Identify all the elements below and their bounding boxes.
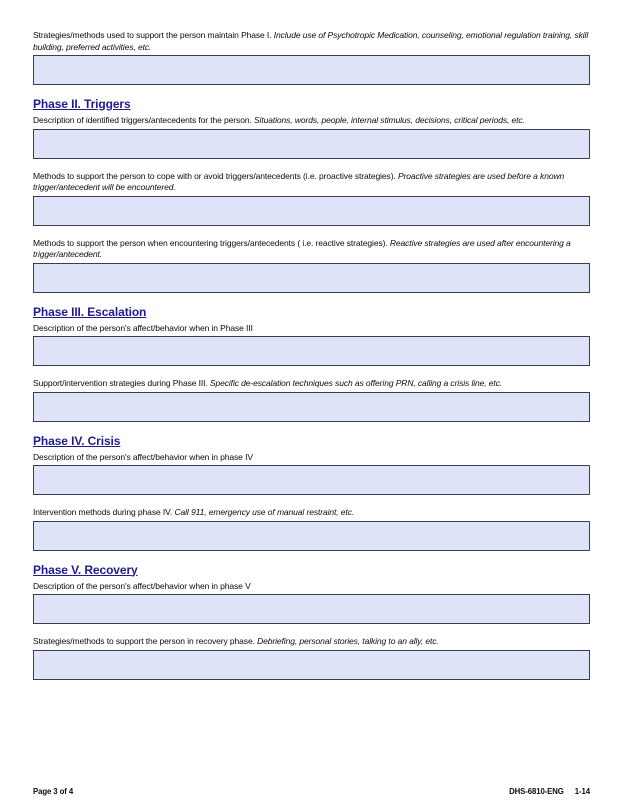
field-label-text: Intervention methods during phase IV. bbox=[33, 507, 175, 517]
reactive-strategies-label bbox=[33, 238, 590, 261]
maintain-phase1-strategies-input[interactable] bbox=[33, 55, 590, 85]
field-group-phase3-description bbox=[33, 305, 590, 367]
field-label-text: Strategies/methods used to support the person maintain Phase I. bbox=[33, 30, 274, 40]
field-label-text: Description of the person's affect/behavior when in Phase III bbox=[33, 322, 253, 333]
field-group-phase3-intervention bbox=[33, 378, 590, 422]
phase4-intervention-label bbox=[33, 507, 590, 519]
field-group-phase4-intervention bbox=[33, 507, 590, 551]
page-footer bbox=[33, 787, 590, 796]
recovery-strategies-label bbox=[33, 636, 590, 648]
field-group-triggers-description bbox=[33, 97, 590, 159]
field-hint-text: Reactive strategies are used after encountering a trigger/antecedent. bbox=[33, 237, 571, 259]
phase4-behavior-description-input[interactable] bbox=[33, 465, 590, 495]
form-number: DHS-6810-ENG bbox=[509, 787, 564, 796]
field-label-text: Strategies/methods to support the person in recovery phase. bbox=[33, 636, 258, 646]
field-group-reactive-strategies bbox=[33, 238, 590, 293]
phase3-escalation-heading: Phase III. Escalation bbox=[33, 304, 147, 319]
phase5-description-label bbox=[33, 581, 590, 593]
field-group-recovery-strategies bbox=[33, 636, 590, 680]
field-group-phase5-description bbox=[33, 563, 590, 625]
phase4-description-label bbox=[33, 452, 590, 464]
field-label-text: Support/intervention strategies during Phase III. bbox=[33, 378, 210, 388]
form-revision: 1-14 bbox=[574, 787, 590, 796]
field-hint-text: Call 911, emergency use of manual restraint, etc. bbox=[174, 507, 355, 517]
field-label-text: Description of the person's affect/behavior when in phase IV bbox=[33, 451, 253, 462]
phase3-behavior-description-input[interactable] bbox=[33, 336, 590, 366]
phase4-intervention-methods-input[interactable] bbox=[33, 521, 590, 551]
proactive-strategies-label bbox=[33, 171, 590, 194]
field-label-text: Methods to support the person to cope with or avoid triggers/antecedents (i.e. proactive strategies). bbox=[33, 170, 398, 181]
triggers-description-input[interactable] bbox=[33, 129, 590, 159]
phase4-crisis-heading: Phase IV. Crisis bbox=[33, 433, 121, 448]
field-group-proactive-strategies bbox=[33, 171, 590, 226]
form-id bbox=[509, 787, 590, 796]
triggers-description-label bbox=[33, 115, 590, 127]
field-hint-text: Include use of Psychotropic Medication, counseling, emotional regulation training, skill building, preferred activities, etc. bbox=[33, 30, 589, 52]
phase2-triggers-heading: Phase II. Triggers bbox=[33, 97, 131, 111]
field-group-maintain-phase1 bbox=[33, 30, 590, 85]
phase3-intervention-strategies-input[interactable] bbox=[33, 392, 590, 422]
field-group-phase4-description bbox=[33, 434, 590, 496]
reactive-strategies-input[interactable] bbox=[33, 263, 590, 293]
phase5-recovery-heading: Phase V. Recovery bbox=[33, 562, 138, 577]
recovery-strategies-input[interactable] bbox=[33, 650, 590, 680]
field-hint-text: Specific de-escalation techniques such as offering PRN, calling a crisis line, etc. bbox=[209, 378, 503, 388]
phase3-intervention-label bbox=[33, 378, 590, 390]
maintain-phase1-label bbox=[33, 30, 590, 53]
field-hint-text: Proactive strategies are used before a known trigger/antecedent will be encountered. bbox=[33, 170, 565, 192]
field-label-text: Description of identified triggers/antecedents for the person. bbox=[33, 115, 254, 125]
proactive-strategies-input[interactable] bbox=[33, 196, 590, 226]
phase3-description-label bbox=[33, 323, 590, 335]
field-hint-text: Situations, words, people, internal stimulus, decisions, critical periods, etc. bbox=[253, 115, 525, 125]
phase5-behavior-description-input[interactable] bbox=[33, 594, 590, 624]
field-label-text: Methods to support the person when encountering triggers/antecedents ( i.e. reactive strategies). bbox=[33, 237, 390, 248]
page-number-label: Page 3 of 4 bbox=[33, 787, 74, 796]
field-hint-text: Debriefing, personal stories, talking to an ally, etc. bbox=[257, 636, 439, 646]
field-label-text: Description of the person's affect/behavior when in phase V bbox=[33, 580, 251, 591]
